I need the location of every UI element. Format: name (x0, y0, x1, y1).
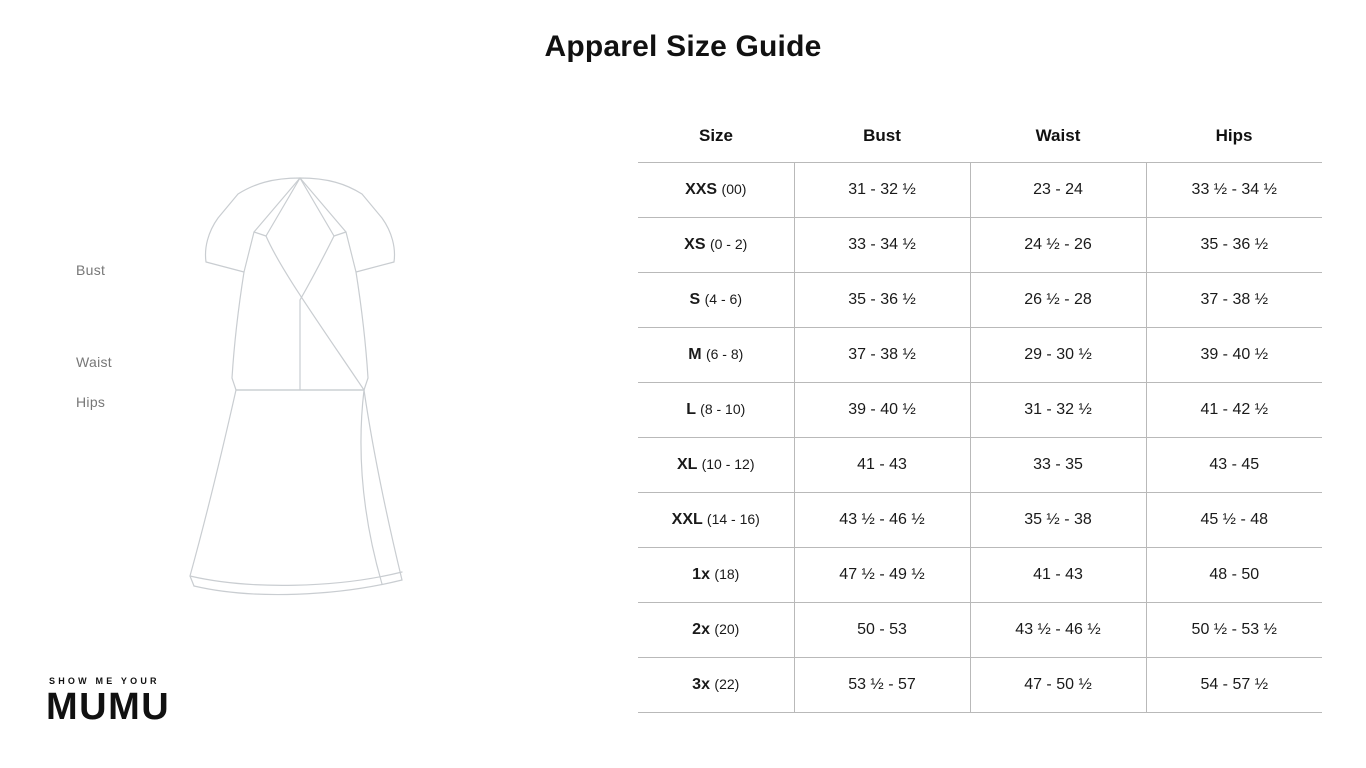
cell-waist: 24 ½ - 26 (970, 218, 1146, 273)
cell-size (638, 548, 794, 603)
cell-waist: 33 - 35 (970, 438, 1146, 493)
size-label: 1x (692, 566, 710, 583)
cell-hips: 39 - 40 ½ (1146, 328, 1322, 383)
column-header-hips: Hips (1215, 126, 1253, 145)
table-row (638, 163, 1322, 218)
table-row (638, 273, 1322, 328)
cell-size (638, 218, 794, 273)
cell-waist: 43 ½ - 46 ½ (970, 603, 1146, 658)
cell-hips: 33 ½ - 34 ½ (1146, 163, 1322, 218)
cell-hips: 43 - 45 (1146, 438, 1322, 493)
measure-label-bust: Bust (76, 262, 106, 278)
brand-logo (46, 676, 306, 728)
column-header-size: Size (698, 126, 734, 145)
cell-size (638, 273, 794, 328)
cell-waist: 26 ½ - 28 (970, 273, 1146, 328)
size-numeric: (14 - 16) (706, 511, 760, 527)
table-row (638, 383, 1322, 438)
cell-waist: 23 - 24 (970, 163, 1146, 218)
table-row (638, 438, 1322, 493)
cell-bust: 31 - 32 ½ (794, 163, 970, 218)
size-numeric: (6 - 8) (705, 346, 744, 362)
measure-label-hips: Hips (76, 394, 106, 410)
cell-size (638, 163, 794, 218)
cell-size (638, 658, 794, 713)
size-table-container (638, 120, 1322, 713)
cell-waist: 29 - 30 ½ (970, 328, 1146, 383)
page-title: Apparel Size Guide (544, 30, 822, 63)
cell-bust: 35 - 36 ½ (794, 273, 970, 328)
size-chart-table (638, 120, 1322, 713)
cell-hips: 45 ½ - 48 (1146, 493, 1322, 548)
table-row (638, 603, 1322, 658)
cell-waist: 41 - 43 (970, 548, 1146, 603)
cell-hips: 35 - 36 ½ (1146, 218, 1322, 273)
cell-bust: 39 - 40 ½ (794, 383, 970, 438)
cell-hips: 54 - 57 ½ (1146, 658, 1322, 713)
size-numeric: (22) (714, 676, 740, 692)
cell-size (638, 603, 794, 658)
table-row (638, 548, 1322, 603)
size-label: XS (684, 236, 706, 253)
size-label: XL (676, 456, 698, 473)
cell-bust: 47 ½ - 49 ½ (794, 548, 970, 603)
cell-bust: 37 - 38 ½ (794, 328, 970, 383)
table-header-row (638, 120, 1322, 163)
column-header-bust: Bust (863, 126, 901, 145)
table-row (638, 328, 1322, 383)
size-label: L (686, 401, 696, 418)
table-row (638, 658, 1322, 713)
cell-bust: 53 ½ - 57 (794, 658, 970, 713)
cell-waist: 31 - 32 ½ (970, 383, 1146, 438)
size-label: M (688, 346, 702, 363)
cell-waist: 35 ½ - 38 (970, 493, 1146, 548)
cell-hips: 37 - 38 ½ (1146, 273, 1322, 328)
size-label: XXS (685, 181, 718, 198)
measure-label-waist: Waist (76, 354, 112, 370)
size-numeric: (8 - 10) (700, 401, 746, 417)
cell-size (638, 438, 794, 493)
size-numeric: (4 - 6) (704, 291, 742, 307)
cell-hips: 48 - 50 (1146, 548, 1322, 603)
brand-tagline: SHOW ME YOUR (49, 676, 160, 686)
cell-bust: 50 - 53 (794, 603, 970, 658)
cell-bust: 41 - 43 (794, 438, 970, 493)
dress-illustration-icon (150, 140, 450, 615)
size-numeric: (10 - 12) (701, 456, 755, 472)
size-numeric: (20) (714, 621, 740, 637)
size-numeric: (18) (714, 566, 740, 582)
size-label: XXL (671, 511, 703, 528)
cell-hips: 41 - 42 ½ (1146, 383, 1322, 438)
size-numeric: (0 - 2) (709, 236, 748, 252)
cell-size (638, 383, 794, 438)
illustration-panel (40, 130, 600, 650)
column-header-waist: Waist (1035, 126, 1081, 145)
table-row (638, 493, 1322, 548)
cell-bust: 43 ½ - 46 ½ (794, 493, 970, 548)
size-label: 3x (692, 676, 710, 693)
cell-size (638, 493, 794, 548)
cell-waist: 47 - 50 ½ (970, 658, 1146, 713)
cell-hips: 50 ½ - 53 ½ (1146, 603, 1322, 658)
size-label: 2x (692, 621, 710, 638)
table-row (638, 218, 1322, 273)
brand-name: MUMU (46, 686, 171, 728)
cell-size (638, 328, 794, 383)
size-numeric: (00) (721, 181, 747, 197)
cell-bust: 33 - 34 ½ (794, 218, 970, 273)
size-label: S (689, 291, 701, 308)
